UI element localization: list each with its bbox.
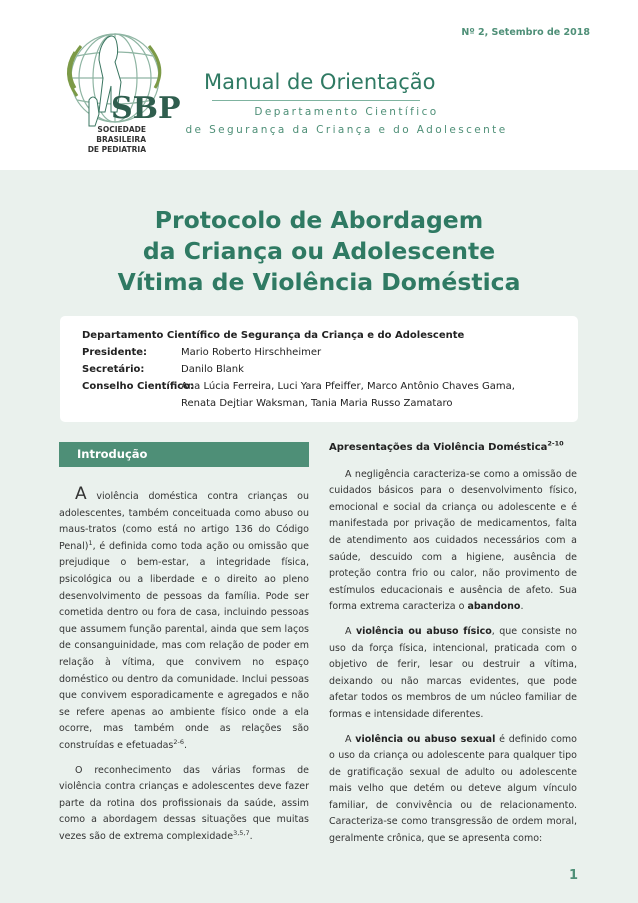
edition-label: Nº 2, Setembro de 2018 xyxy=(461,27,590,38)
presentations-heading: Apresentações da Violência Doméstica$^{2-10}$ xyxy=(329,439,564,453)
title-line-3: Vítima de Violência Doméstica xyxy=(117,268,521,296)
section-divider xyxy=(59,466,309,467)
council-label: Conselho Científico: xyxy=(82,381,195,392)
council-value-2: Renata Dejtiar Waksman, Tania Maria Russo Zamataro xyxy=(181,398,453,409)
presentations-paragraph-3: A violência ou abuso sexual é definido como o uso da criança ou adolescente para qualquer tipo de gratificação sexual de adulto ou adolescente mais velho que detém ou deteve algum vínculo familiar, de convivência ou de relacionamento. Caracteriza-se como transgressão de ordem moral, geralmente crônica, que se apresenta como: xyxy=(329,733,577,845)
logo-caption: SOCIEDADE BRASILEIRA DE PEDIATRIA xyxy=(87,125,146,154)
presentations-paragraph-1: A negligência caracteriza-se como a omissão de cuidados básicos para o desenvolvimento físico, emocional e social da criança ou adolescente e é manifestada por privação de medicamentos, falta de atendimento aos cuidados necessários com a saúde, descuido com a higiene, ausência de proteção contra frio ou calor, não provimento de estímulos educacionais e ausência de afeto. Sua forma extrema caracteriza o abandono. xyxy=(329,468,577,613)
title-divider xyxy=(212,100,420,101)
council-value-1: Ana Lúcia Ferreira, Luci Yara Pfeiffer, Marco Antônio Chaves Gama, xyxy=(181,381,515,392)
authors-box xyxy=(60,316,578,422)
secretary-label: Secretário: xyxy=(82,364,145,375)
page-number: 1 xyxy=(568,868,578,883)
manual-title: Manual de Orientação xyxy=(204,70,436,94)
president-value: Mario Roberto Hirschheimer xyxy=(181,347,322,358)
intro-column xyxy=(59,486,309,853)
intro-paragraph-2: O reconhecimento das várias formas de violência contra crianças e adolescentes deve fazer parte da rotina dos profissionais da saúde, assim como a abordagem dessas situações que muitas vezes são de extrema complexidade$^{3,5,7}$. xyxy=(59,764,309,842)
presentations-paragraph-2: A violência ou abuso físico, que consiste no uso da força física, intencional, praticada com o objetivo de ferir, lesar ou destruir a vítima, deixando ou não marcas evidentes, que pode afetar todos os membros de um núcleo familiar de formas e intensidade diferentes. xyxy=(329,625,577,720)
president-label: Presidente: xyxy=(82,347,148,358)
secretary-value: Danilo Blank xyxy=(181,364,244,375)
header xyxy=(0,0,638,170)
intro-paragraph-1: A violência doméstica contra crianças ou adolescentes, também conceituada como abuso ou maus-tratos (como está no artigo 136 do Código Penal)$^1$, é definida como toda ação ou omissão que prejudique o bem-estar, a integridade física, psicológica ou a liberdade e o direito ao pleno desenvolvimento de pessoas da família. Pode ser cometida dentro ou fora de casa, incluindo pessoas que assumem função parental, ainda que sem laços de consanguinidade, mas com relação de poder em relação à vítima, que convivem no espaço doméstico ou dentro da comunidade. Inclui pessoas que convivem esporadicamente e agregados e não se refere apenas ao ambiente físico onde a ela ocorre, mas também onde as relações são construídas e efetuadas$^{2-6}$. xyxy=(59,484,309,751)
section-heading-introducao: Introdução xyxy=(59,442,309,466)
logo-text: SBP xyxy=(111,91,181,126)
department-line-1: Departamento Científico xyxy=(254,106,439,118)
department-line-2: de Segurança da Criança e do Adolescente xyxy=(185,124,508,136)
authors-heading: Departamento Científico de Segurança da Criança e do Adolescente xyxy=(82,330,465,341)
presentations-column xyxy=(329,440,577,856)
title-line-1: Protocolo de Abordagem xyxy=(154,206,484,234)
document-title xyxy=(0,205,638,298)
title-line-2: da Criança ou Adolescente xyxy=(142,237,496,265)
